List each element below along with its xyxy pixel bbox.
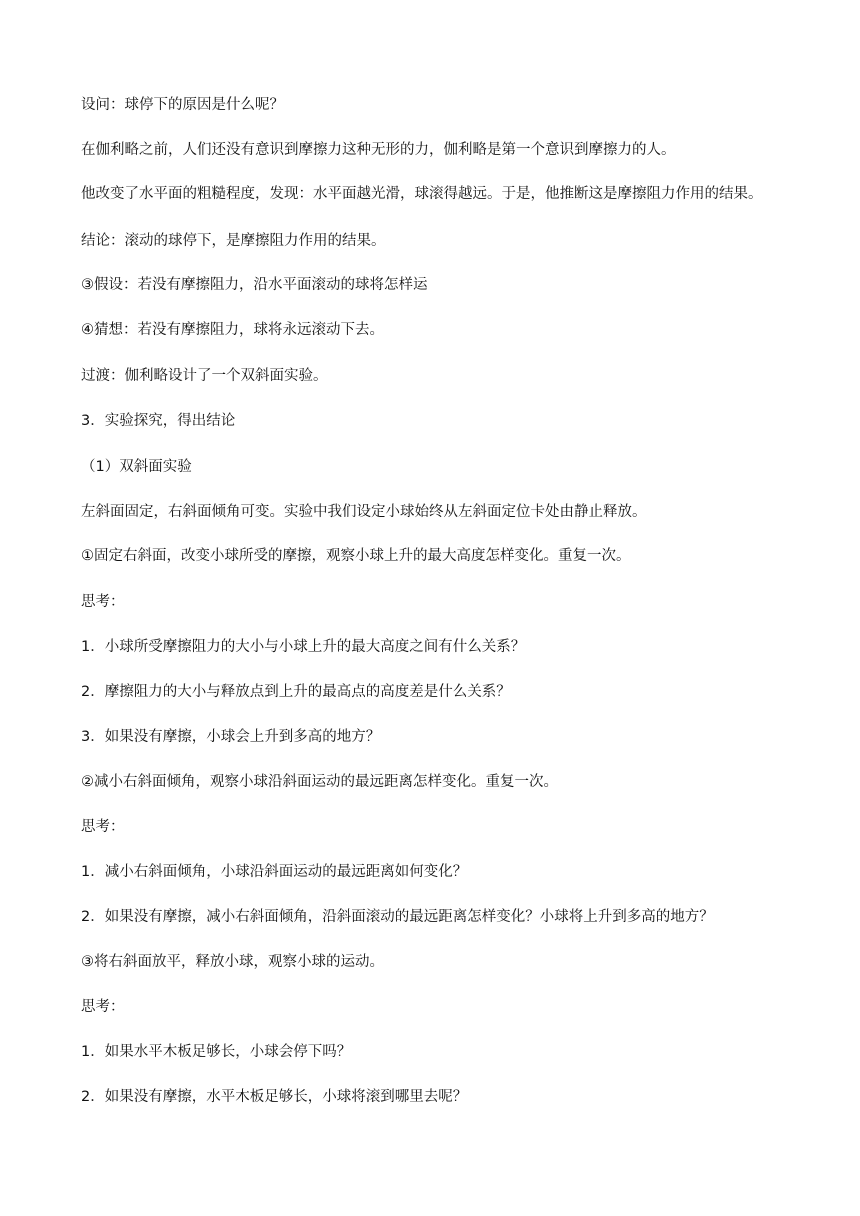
paragraph-hypothesis: ③假设：若没有摩擦阻力，沿水平面滚动的球将怎样运 — [81, 277, 428, 293]
question-item: 1．减小右斜面倾角，小球沿斜面运动的最远距离如何变化？ — [81, 864, 468, 880]
paragraph-step-3: ③将右斜面放平，释放小球，观察小球的运动。 — [81, 954, 384, 970]
subsection-heading-double-incline: （1）双斜面实验 — [81, 459, 192, 475]
paragraph-guess: ④猜想：若没有摩擦阻力，球将永远滚动下去。 — [81, 322, 384, 338]
paragraph-question: 设问：球停下的原因是什么呢？ — [81, 97, 284, 113]
paragraph-think-label: 思考： — [81, 594, 125, 610]
question-item: 2．如果没有摩擦，减小右斜面倾角，沿斜面滚动的最远距离怎样变化？小球将上升到多高的地方？ — [81, 909, 714, 925]
paragraph-step-1: ①固定右斜面，改变小球所受的摩擦，观察小球上升的最大高度怎样变化。重复一次。 — [81, 548, 631, 564]
section-heading-experiment: 3．实验探究，得出结论 — [81, 413, 236, 429]
question-item: 1．小球所受摩擦阻力的大小与小球上升的最大高度之间有什么关系？ — [81, 639, 526, 655]
question-item: 2．如果没有摩擦，水平木板足够长，小球将滚到哪里去呢？ — [81, 1089, 468, 1105]
paragraph-step-2: ②减小右斜面倾角，观察小球沿斜面运动的最远距离怎样变化。重复一次。 — [81, 774, 558, 790]
question-item: 2．摩擦阻力的大小与释放点到上升的最高点的高度差是什么关系？ — [81, 684, 511, 700]
paragraph-conclusion: 结论：滚动的球停下，是摩擦阻力作用的结果。 — [81, 233, 386, 249]
paragraph-rough-surface: 他改变了水平面的粗糙程度，发现：水平面越光滑，球滚得越远。于是，他推断这是摩擦阻力作用的结果。 — [81, 186, 763, 202]
paragraph-think-label: 思考： — [81, 819, 125, 835]
paragraph-before-galileo: 在伽利略之前，人们还没有意识到摩擦力这种无形的力，伽利略是第一个意识到摩擦力的人。 — [81, 142, 676, 158]
question-item: 3．如果没有摩擦，小球会上升到多高的地方？ — [81, 729, 381, 745]
paragraph-think-label: 思考： — [81, 999, 125, 1015]
question-item: 1．如果水平木板足够长，小球会停下吗？ — [81, 1044, 352, 1060]
paragraph-transition: 过渡：伽利略设计了一个双斜面实验。 — [81, 368, 328, 384]
paragraph-setup: 左斜面固定，右斜面倾角可变。实验中我们设定小球始终从左斜面定位卡处由静止释放。 — [81, 504, 647, 520]
